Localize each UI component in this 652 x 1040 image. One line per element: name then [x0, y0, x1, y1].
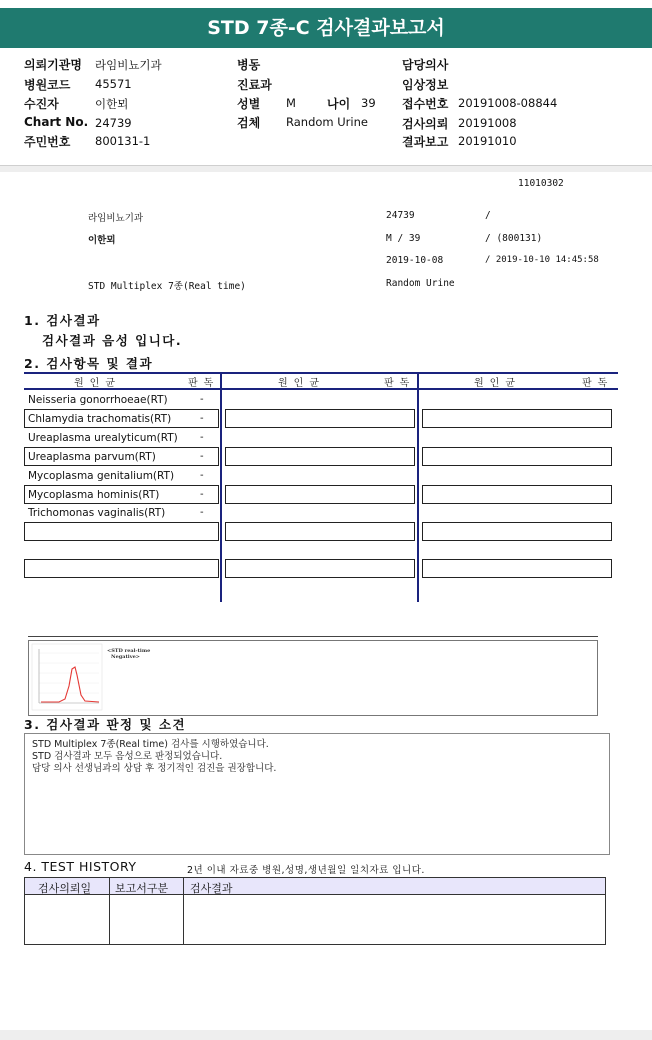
history-note: 2년 이내 자료중 병원,성명,생년월일 일치자료 입니다.	[187, 865, 425, 876]
patient-label: 수진자	[24, 97, 59, 111]
clinical-label: 임상정보	[402, 78, 449, 92]
curve-plot-area	[32, 644, 102, 710]
col-organism-3: 원인균	[474, 378, 521, 389]
sex-value: M	[286, 96, 296, 110]
organism-result: -	[200, 507, 204, 518]
detail-test-name: STD Multiplex 7종(Real time)	[88, 281, 246, 292]
col-result-3: 판독	[582, 378, 614, 389]
empty-row	[422, 559, 612, 578]
specimen-label: 검체	[237, 116, 261, 130]
empty-row	[225, 485, 415, 504]
doctor-label: 담당의사	[402, 58, 449, 72]
section1-title: 1. 검사결과	[24, 313, 101, 328]
organism-row	[24, 485, 219, 504]
report-title: STD 7종-C 검사결과보고서	[0, 8, 652, 48]
resident-no-label: 주민번호	[24, 135, 71, 149]
chart-caption-2: Negative>	[111, 654, 140, 660]
section2-title: 2. 검사항목 및 결과	[24, 356, 154, 371]
amplification-chart-frame	[28, 640, 598, 716]
organism-name: Mycoplasma hominis(RT)	[28, 489, 160, 501]
history-col-type: 보고서구분	[115, 882, 169, 895]
receipt-no-label: 접수번호	[402, 97, 449, 111]
history-body	[24, 895, 606, 945]
chart-caption-1: <STD real-time	[107, 648, 151, 654]
patient-header	[0, 50, 652, 166]
detail-institution: 라임비뇨기과	[88, 213, 144, 224]
organism-name: Mycoplasma genitalium(RT)	[28, 470, 175, 482]
history-divider	[109, 877, 110, 945]
empty-row	[422, 485, 612, 504]
history-col-result: 검사결과	[190, 882, 233, 895]
department-label: 진료과	[237, 78, 272, 92]
institution-label: 의뢰기관명	[24, 58, 82, 72]
opinion-line: 담당 의사 선생님과의 상담 후 정기적인 검진을 권장합니다.	[32, 763, 277, 774]
hospital-code-label: 병원코드	[24, 78, 71, 92]
opinion-line: STD 검사결과 모두 음성으로 판정되었습니다.	[32, 751, 223, 762]
age-value: 39	[361, 96, 376, 110]
opinion-line: STD Multiplex 7종(Real time) 검사를 시행하였습니다.	[32, 739, 269, 750]
empty-row	[24, 559, 219, 578]
history-header	[24, 877, 606, 895]
detail-chart-no: 24739	[386, 210, 415, 221]
resident-no-value: 800131-1	[95, 134, 151, 148]
organism-name: Ureaplasma urealyticum(RT)	[28, 432, 178, 444]
report-label: 결과보고	[402, 135, 449, 149]
chart-no-value: 24739	[95, 116, 132, 130]
empty-row	[422, 522, 612, 541]
col-result-1: 판독	[188, 378, 220, 389]
table-divider-1	[220, 372, 222, 602]
organism-name: Chlamydia trachomatis(RT)	[28, 413, 172, 425]
header-separator	[0, 166, 652, 172]
age-label: 나이	[327, 97, 351, 111]
empty-row	[225, 559, 415, 578]
organism-name: Trichomonas vaginalis(RT)	[28, 507, 166, 519]
organism-result: -	[200, 413, 204, 424]
organism-result: -	[200, 451, 204, 462]
detail-report-datetime: / 2019-10-10 14:45:58	[485, 255, 599, 265]
ward-label: 병동	[237, 58, 261, 72]
chart-no-label: Chart No.	[24, 115, 89, 129]
detail-patient: 이한뫼	[88, 235, 116, 246]
col-organism-1: 원인균	[74, 378, 121, 389]
amplification-curve-graphic	[29, 641, 599, 717]
detail-receipt-date: 2019-10-08	[386, 255, 444, 266]
detail-specimen: Random Urine	[386, 278, 455, 289]
history-divider	[183, 877, 184, 945]
section3-title: 3. 검사결과 판정 및 소견	[24, 717, 187, 732]
detail-birth: / (800131)	[485, 233, 543, 244]
organism-result: -	[200, 470, 204, 481]
opinion-box	[24, 733, 610, 855]
patient-value: 이한뫼	[95, 97, 129, 111]
section1-result: 검사결과 음성 입니다.	[42, 333, 183, 348]
institution-value: 라임비뇨기과	[95, 58, 162, 72]
request-label: 검사의뢰	[402, 117, 449, 131]
chart-top-line	[28, 636, 598, 637]
organism-result: -	[200, 394, 204, 405]
detail-sex-age: M / 39	[386, 233, 421, 244]
organism-row	[24, 447, 219, 466]
table-divider-2	[417, 372, 419, 602]
empty-row	[24, 522, 219, 541]
empty-row	[422, 447, 612, 466]
section4-title: 4. TEST HISTORY	[24, 859, 137, 874]
organism-name: Ureaplasma parvum(RT)	[28, 451, 156, 463]
report-value: 20191010	[458, 134, 517, 148]
specimen-value: Random Urine	[286, 115, 368, 129]
organism-row	[24, 409, 219, 428]
empty-row	[422, 409, 612, 428]
request-value: 20191008	[458, 116, 517, 130]
empty-row	[225, 409, 415, 428]
footer-band	[0, 1030, 652, 1040]
col-organism-2: 원인균	[278, 378, 325, 389]
sex-label: 성별	[237, 97, 261, 111]
organism-name: Neisseria gonorrhoeae(RT)	[28, 394, 168, 406]
organism-result: -	[200, 432, 204, 443]
detail-code: 11010302	[518, 178, 564, 189]
organism-result: -	[200, 489, 204, 500]
col-result-2: 판독	[384, 378, 416, 389]
detail-slash: /	[485, 210, 491, 221]
receipt-no-value: 20191008-08844	[458, 96, 558, 110]
empty-row	[225, 447, 415, 466]
history-col-date: 검사의뢰일	[38, 882, 92, 895]
empty-row	[225, 522, 415, 541]
hospital-code-value: 45571	[95, 77, 132, 91]
